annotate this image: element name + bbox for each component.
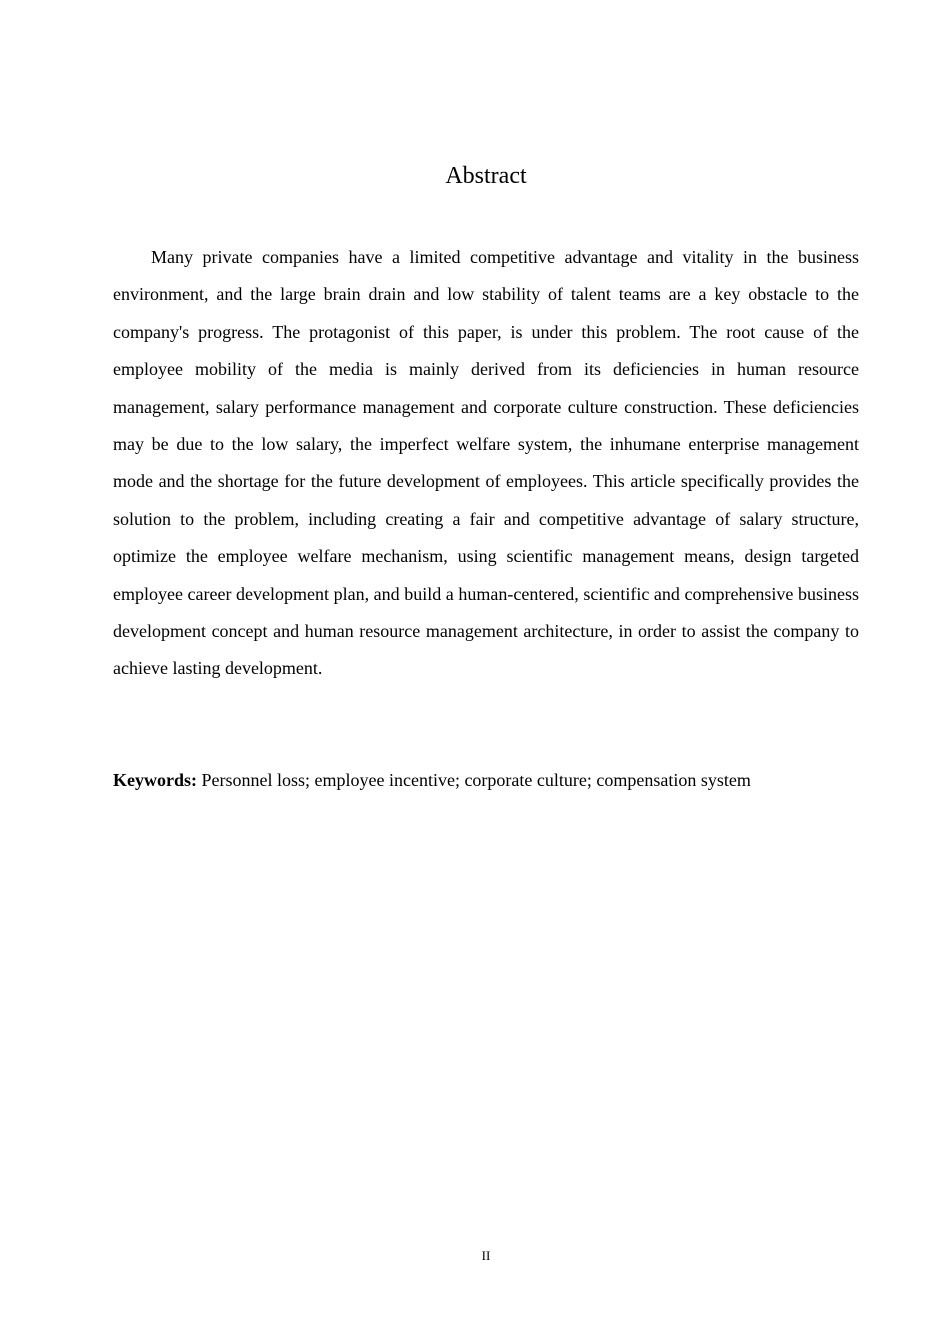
page-number: II bbox=[481, 1248, 491, 1263]
abstract-paragraph: Many private companies have a limited competitive advantage and vitality in the business environment, and the large brain drain and low stability of talent teams are a key obstacle to the company's progress. The protagonist of this paper, is under this problem. The root cause of the employee mobility of the media is mainly derived from its deficiencies in human resource management, salary performance management and corporate culture construction. These deficiencies may be due to the low salary, the imperfect welfare system, the inhumane enterprise management mode and the shortage for the future development of employees. This article specifically provides the solution to the problem, including creating a fair and competitive advantage of salary structure, optimize the employee welfare mechanism, using scientific management means, design targeted employee career development plan, and build a human-centered, scientific and comprehensive business development concept and human resource management architecture, in order to assist the company to achieve lasting development. bbox=[113, 247, 859, 679]
keywords-list: Personnel loss; employee incentive; corporate culture; compensation system bbox=[197, 770, 751, 790]
abstract-title: Abstract bbox=[445, 163, 527, 189]
keywords-line bbox=[113, 762, 859, 799]
keywords-label: Keywords: bbox=[113, 770, 197, 790]
